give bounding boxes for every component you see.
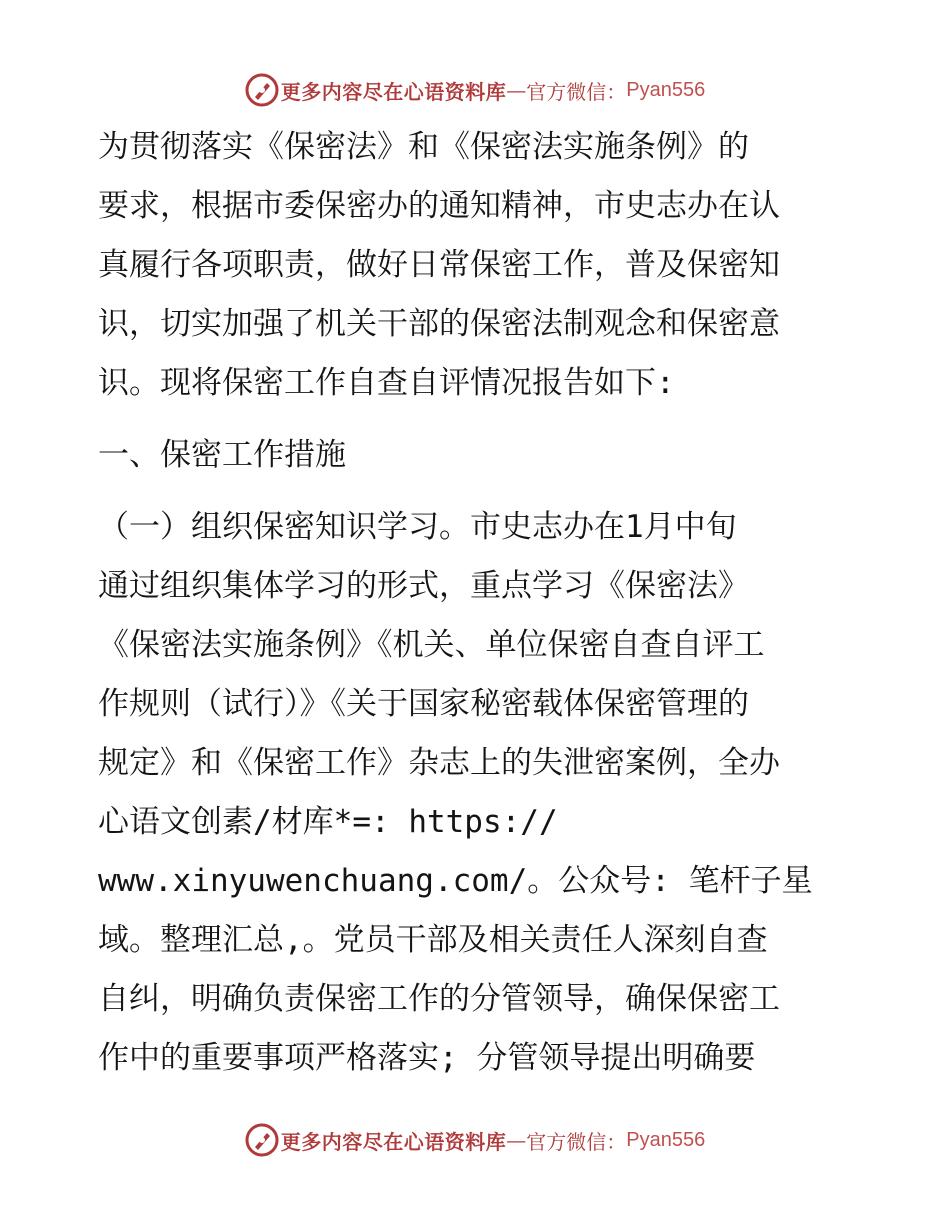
body-line: 识。现将保密工作自查自评情况报告如下: (98, 365, 675, 401)
footer-watermark-banner (0, 1120, 950, 1160)
section-heading: 一、保密工作措施 (98, 437, 346, 473)
banner-wechat-label: 官方微信： (526, 1129, 627, 1154)
body-line: 心语文创素/材库*=: https:// (98, 804, 558, 840)
body-line: 通过组织集体学习的形式，重点学习《保密法》 (98, 568, 749, 604)
body-line: 作中的重要事项严格落实; 分管领导提出明确要 (98, 1040, 756, 1076)
banner-main-text: 更多内容尽在心语资料库 (280, 79, 507, 104)
banner-wechat-label: 官方微信： (526, 79, 627, 104)
body-line: 《保密法实施条例》《机关、单位保密自查自评工 (98, 627, 765, 663)
banner-main-text: 更多内容尽在心语资料库 (280, 1129, 507, 1154)
body-line: 要求，根据市委保密办的通知精神，市史志办在认 (98, 188, 780, 224)
body-line: 为贯彻落实《保密法》和《保密法实施条例》的 (98, 129, 749, 165)
body-line: 域。整理汇总,。党员干部及相关责任人深刻自查 (98, 922, 768, 958)
banner-dash: — (506, 78, 527, 102)
header-watermark-banner (0, 70, 950, 110)
body-line: 自纠，明确负责保密工作的分管领导，确保保密工 (98, 981, 780, 1017)
pen-nib-logo-icon (245, 1123, 279, 1157)
body-line: 识，切实加强了机关干部的保密法制观念和保密意 (98, 306, 780, 342)
body-line: 作规则（试行）》《关于国家秘密载体保密管理的 (98, 686, 749, 722)
body-line: 规定》和《保密工作》杂志上的失泄密案例，全办 (98, 745, 780, 781)
banner-dash: — (506, 1128, 527, 1152)
banner-wechat-id: Pyan556 (626, 78, 706, 101)
banner-wechat-id: Pyan556 (626, 1128, 706, 1151)
body-line: www.xinyuwenchuang.com/。公众号: 笔杆子星 (98, 863, 813, 899)
body-line: 真履行各项职责，做好日常保密工作，普及保密知 (98, 247, 780, 283)
body-line: （一）组织保密知识学习。市史志办在1月中旬 (98, 509, 737, 545)
pen-nib-logo-icon (245, 73, 279, 107)
